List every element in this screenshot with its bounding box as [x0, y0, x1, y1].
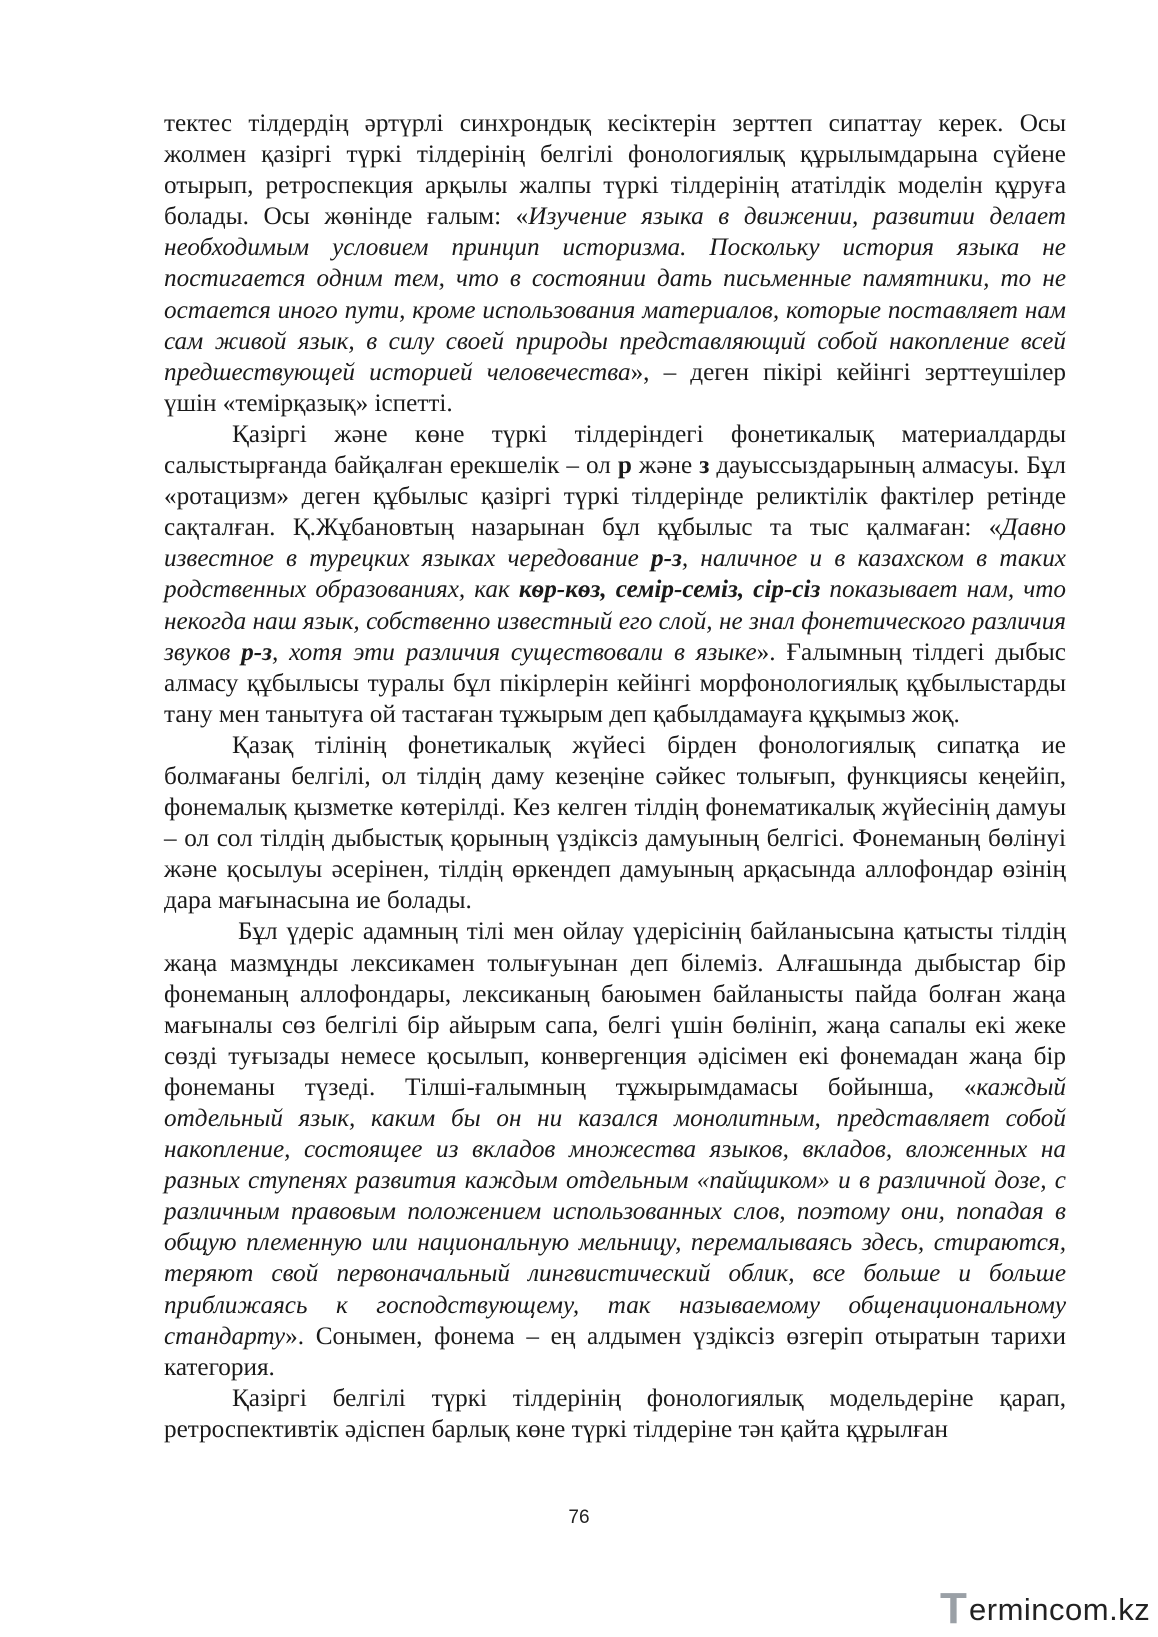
bold-italic-run: кѳр-кѳз, семір-семіз, сір-сіз: [518, 576, 821, 604]
italic-run: показывает нам, что некогда наш язык, собственно известный его слой, не знал фонетического различия звуков: [164, 576, 1066, 666]
bold-run: з: [699, 452, 710, 480]
text-run: », – деген пікірі кейінгі зерттеушілер үшін «темірқазық» іспетті.: [164, 358, 1066, 417]
page-number: 76: [568, 1507, 590, 1528]
italic-run: Давно известное в турецких языках чередование: [164, 514, 1066, 573]
paragraph: [164, 916, 1066, 1382]
text-run: Қазіргі және көне түркі тілдеріндегі фонетикалық материалдарды салыстырғанда байқалған ерекшелік – ол: [164, 420, 1066, 480]
termincom-watermark: [940, 1584, 1152, 1633]
paragraph: [164, 1383, 1066, 1445]
text-run: Қазіргі белгілі түркі тілдерінің фонологиялық модельдеріне қарап, ретроспективтік әдіспен барлық көне түркі тілдеріне тән қайта құрылған: [164, 1384, 1066, 1443]
text-run: дауыссыздарының алмасуы. Бұл «ротацизм» деген құбылыс қазіргі түркі тілдерінде реликтілік фактілер ретінде сақталған. Қ.Жұбановтың назарынан бұл құбылыс та тыс қалмаған: «: [164, 452, 1066, 542]
italic-run: каждый отдельный язык, каким бы он ни казался монолитным, представляет собой накопление, состоящее из вкладов множества языков, вкладов, вложенных на разных ступенях развития каждым отдельным «пайщиком» и в различной дозе, с различным правовым положением использованных слов, поэтому они, попадая в общую племенную или национальную мельницу, перемалываясь здесь, стираются, теряют свой первоначальный лингвистический облик, все больше и больше приближаясь к господствующему, так называемому общенациональному стандарту: [164, 1073, 1066, 1350]
paragraph: [164, 108, 1066, 419]
italic-run: Изучение языка в движении, развитии делает необходимым условием принцип историзма. Поскольку история языка не постигается одним тем, что в состоянии дать письменные памятники, то не остается иного пути, кроме использования материалов, которые поставляет нам сам живой язык, в силу своей природы представляющий собой накопление всей предшествующей историей человечества: [164, 203, 1066, 386]
text-run: ». Сонымен, фонема – ең алдымен үздіксіз өзгеріп отыратын тарихи категория.: [164, 1322, 1066, 1381]
text-run: Қазақ тілінің фонетикалық жүйесі бірден фонологиялық сипатқа ие болмағаны белгілі, ол тілдің даму кезеңіне сәйкес толығып, функциясы кеңейіп, фонемалық қызметке көтерілді. Кез келген тілдің фонематикалық жүйесінің дамуы – ол сол тілдің дыбыстық қорының үздіксіз дамуының белгісі. Фонеманың бөлінуі және қосылуы әсерінен, тілдің өркендеп дамуының арқасында аллофондар өзінің дара мағынасына ие болады.: [164, 731, 1066, 915]
paragraph: [164, 419, 1066, 730]
text-run: Бұл үдеріс адамның тілі мен ойлау үдерісінің байланысына қатысты тілдің жаңа мазмұнды лексикамен толығуынан деп білеміз. Алғашында дыбыстар бір фонеманың аллофондары, лексиканың баюымен байланысты пайда болған жаңа мағыналы сөз белгілі бір айырым сапа, белгі үшін бөлініп, жаңа сапалы екі жеке сөзді туғызады немесе қосылып, конвергенция әдісімен екі фонемадан жаңа бір фонеманы түзеді. Тілші-ғалымның тұжырымдамасы бойынша, «: [164, 918, 1066, 1101]
body-text: [164, 108, 1066, 1445]
text-run: ». Ғалымның тілдегі дыбыс алмасу құбылысы туралы бұл пікірлерін кейінгі морфонологиялық құбылыстарды тану мен танытуға ой тастаған тұжырым деп қабылдамауға құқымыз жоқ.: [164, 638, 1066, 728]
bold-italic-run: р-з: [651, 545, 682, 573]
text-run: тектес тілдердің әртүрлі синхрондық кесіктерін зерттеп сипаттау керек. Осы жолмен қазіргі түркі тілдерінің белгілі фонологиялық құрылымдарына сүйене отырып, ретроспекция арқылы жалпы түркі тілдерінің ататілдік моделін құруға болады. Осы жөнінде ғалым: «: [164, 110, 1066, 231]
italic-run: , хотя эти различия существовали в языке: [271, 638, 757, 666]
italic-run: , наличное и в казахском в таких родственных образованиях, как: [164, 545, 1066, 604]
watermark-text: ermincom.kz: [969, 1592, 1151, 1627]
text-run: және: [631, 452, 700, 480]
bold-run: р: [617, 452, 632, 480]
paragraph: [164, 730, 1066, 917]
watermark-logo-letter: T: [940, 1584, 967, 1633]
bold-italic-run: р-з: [241, 638, 272, 666]
